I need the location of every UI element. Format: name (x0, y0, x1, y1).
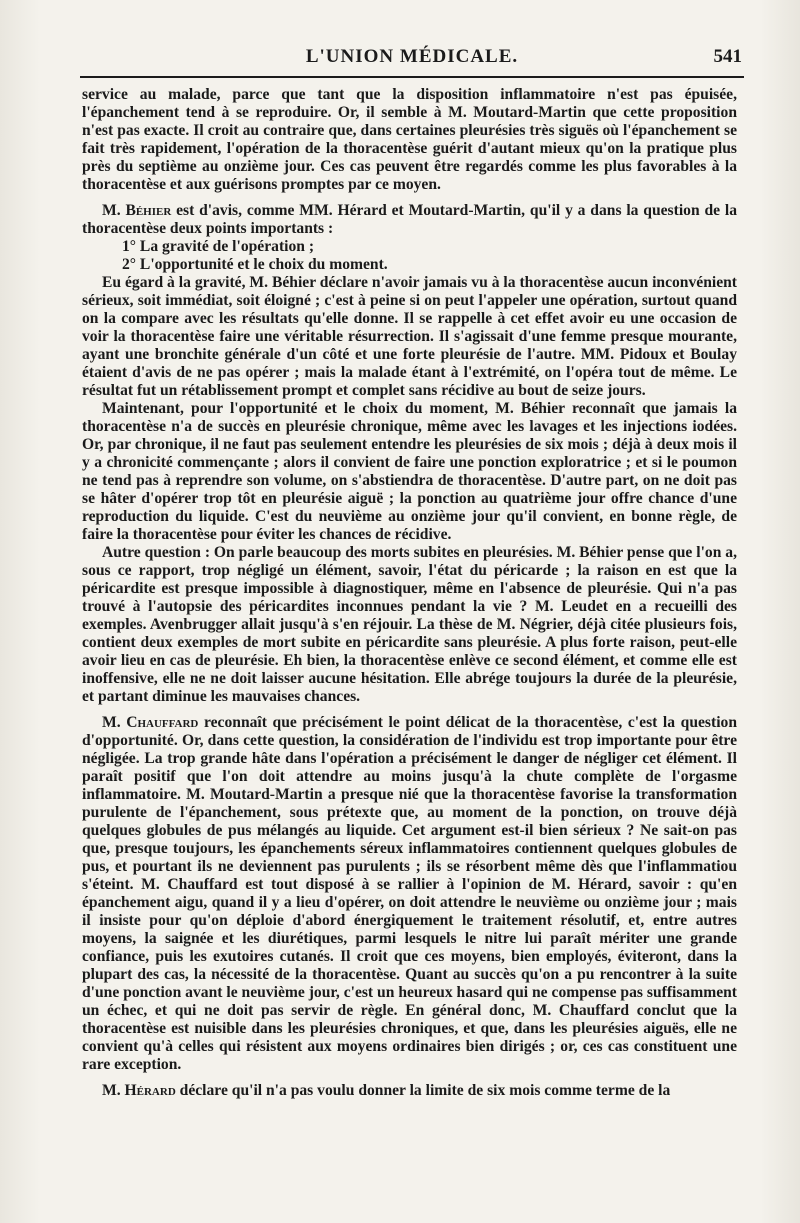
list-item-opportunity: 2° L'opportunité et le choix du moment. (122, 256, 388, 273)
list-item-gravity: 1° La gravité de l'opération ; (122, 238, 315, 255)
running-title: L'UNION MÉDICALE. (305, 46, 519, 67)
paragraph-sudden-death: Autre question : On parle beaucoup des morts subites en pleurésies. M. Béhier pense que l'on a, sous ce rapport, trop négligé un élément, savoir, l'état du péricarde ; la raison en est que la péricardite est presque impossible à diagnostiquer, même en l'absence de pleurésie. Qui n'a pas trouvé à l'autopsie des péricardites inconnues pendant la vie ? M. Leudet en a recueilli des exemples. Avenbrugger allait jusqu'à s'en réjouir. La thèse de M. Négrier, déjà citée plusieurs fois, contient deux exemples de mort subite en péricardite sans pleurésie. A plus forte raison, peut-elle avoir lieu en cas de pleurésie. Eh bien, la thoracentèse enlève ce second élément, et comme elle est inoffensive, elle ne ne doit laisser aucune hésitation. Elle abrége toujours la durée de la pleurésie, et partant diminue les mauvaises chances. (82, 544, 737, 705)
speaker-name: M. Hérard (102, 1082, 176, 1099)
paragraph-chauffard (82, 714, 737, 1074)
paragraph-text: reconnaît que précisément le point délicat de la thoracentèse, c'est la question d'opportunité. Or, dans cette question, la considération de l'individu est trop importante pour être négligée. La trop grande hâte dans l'opération a précisément le danger de négliger cet élément. Il paraît positif que l'on doit attendre au moins jusqu'à la chute complète de l'orgasme inflammatoire. M. Moutard-Martin a presque nié que la thoracentèse favorise la transformation purulente de l'épanchement, sous prétexte que, au moment de la ponction, on trouve déjà quelques globules de pus mélangés au liquide. Cet argument est-il bien sérieux ? Ne sait-on pas que, presque toujours, les épanchements séreux inflammatoires contiennent quelques globules de pus, et pourtant ils ne deviennent pas purulents ; ils se résorbent même dès que l'inflammatiou s'éteint. M. Chauffard est tout disposé à se rallier à l'opinion de M. Hérard, savoir : qu'en épanchement aigu, quand il y a lieu d'opérer, on doit attendre le neuvième ou onzième jour ; mais il insiste pour qu'on déploie d'abord énergiquement le traitement résolutif, et, entre autres moyens, la saignée et les diurétiques, parmi lesquels le nitre lui paraît mériter une grande confiance, puis les exutoires cutanés. Il croit que ces moyens, bien employés, éviteront, dans la plupart des cas, la nécessité de la thoracentèse. Quant au succès qu'on a pu rencontrer à la suite d'une ponction avant le neuvième jour, c'est un heureux hasard qui ne compense pas suffisamment un échec, et qui ne doit pas servir de règle. En général donc, M. Chauffard conclut que la thoracentèse est nuisible dans les pleurésies chroniques, et que, dans les pleurésies aiguës, elle ne convient qu'à celles qui résistent aux moyens ordinaires bien dirigés ; or, ces cas constituent une rare exception. (82, 714, 737, 1073)
paragraph-opportunity: Maintenant, pour l'opportunité et le choix du moment, M. Béhier reconnaît que jamais la thoracentèse n'a de succès en pleurésie chronique, même avec les lavages et les injections iodées. Or, par chronique, il ne faut pas seulement entendre les pleurésies de six mois ; déjà à deux mois il y a chronicité commençante ; alors il convient de faire une ponction exploratrice ; et si le poumon ne tend pas à reprendre son volume, on s'abstiendra de thoracentèse. D'autre part, on ne doit pas se hâter d'opérer trop tôt en pleurésie aiguë ; la ponction au quatrième jour offre chance d'une reproduction du liquide. C'est du neuvième au onzième jour qu'il convient, en bonne règle, de faire la thoracentèse pour éviter les chances de récidive. (82, 400, 737, 543)
page-number: 541 (713, 46, 742, 67)
paragraph-text: est d'avis, comme MM. Hérard et Moutard-Martin, qu'il y a dans la question de la thoracentèse deux points importants : (82, 202, 737, 237)
speaker-name: M. Béhier (102, 202, 172, 219)
paragraph-text: déclare qu'il n'a pas voulu donner la limite de six mois comme terme de la (175, 1082, 671, 1099)
paragraph-continuation: service au malade, parce que tant que la disposition inflammatoire n'est pas épuisée, l'épanchement tend à se reproduire. Or, il semble à M. Moutard-Martin que cette proposition n'est pas exacte. Il croit au contraire que, dans certaines pleurésies très siguës où l'épanchement se fait très rapidement, l'opération de la thoracentèse guérit d'autant mieux qu'on la pratique plus près du septième au onzième jour. Ces cas peuvent être regardés comme les plus favorables à la thoracentèse et aux guérisons promptes par ce moyen. (82, 86, 737, 193)
page-header (82, 40, 742, 76)
header-rule (80, 76, 744, 78)
speaker-name: M. Chauffard (102, 714, 199, 731)
paragraph-gravity: Eu égard à la gravité, M. Béhier déclare n'avoir jamais vu à la thoracentèse aucun inconvénient sérieux, soit immédiat, soit éloigné ; c'est à peine si on peut l'appeler une opération, surtout quand on la compare avec les résultats qu'elle donne. Il se rappelle à cet effet avoir eu une occasion de voir la thoracentèse faire une véritable résurrection. Il s'agissait d'une femme presque mourante, ayant une bronchite générale d'un côté et une forte pleurésie de l'autre. MM. Pidoux et Boulay étaient d'avis de ne pas opérer ; mais la malade étant à l'extrémité, on l'opéra tout de même. Le résultat fut un rétablissement prompt et complet sans récidive au bout de seize jours. (82, 274, 737, 399)
paragraph-behier-intro (82, 202, 737, 238)
paragraph-herard (82, 1082, 737, 1100)
article-body (82, 86, 737, 1100)
